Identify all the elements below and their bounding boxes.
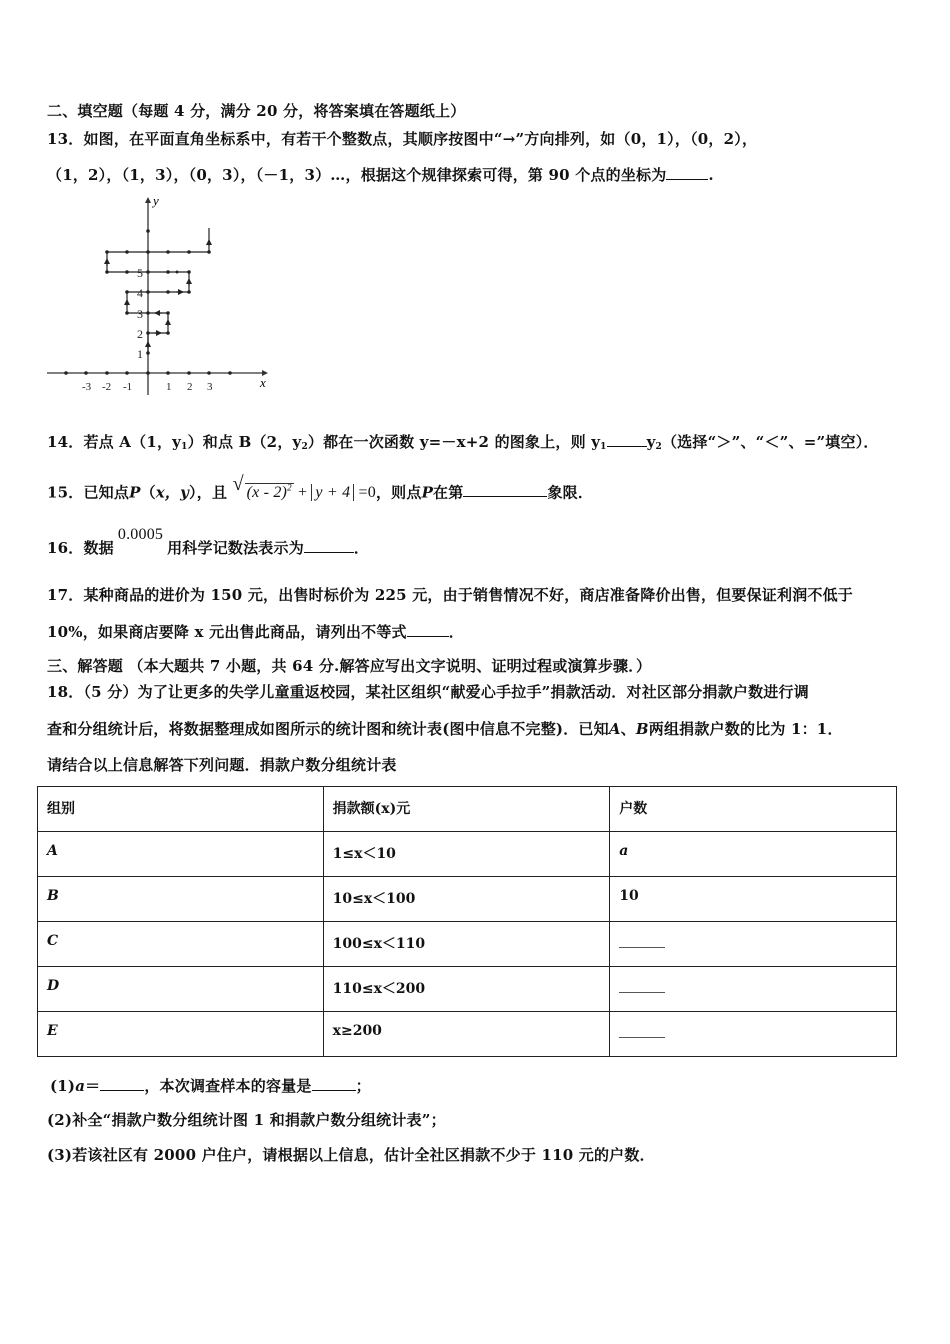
section-3-heading: 三、解答题 （本大题共 7 小题，共 64 分.解答应写出文字说明、证明过程或演算步骤．） [47,657,652,675]
q16-value: 0.0005 [117,526,164,543]
svg-text:3: 3 [137,307,143,321]
count-cell [610,967,897,1012]
q15-text-f: 象限． [547,483,594,502]
q18-sub-3: (3)若该社区有 2000 户住户，请根据以上信息，估计全社区捐款不少于 110 元的户数． [47,1146,655,1164]
q14-text-b: ）和点 B（2，y [187,433,302,451]
sqrt-exponent: 2 [287,483,292,493]
count-answer-blank[interactable] [619,1023,665,1038]
q18-text-2a: 查和分组统计后，将数据整理成如图所示的统计图和统计表(图中信息不完整)．已知 [47,720,609,738]
q15-number: 15． [47,483,84,502]
sub1-semicolon: ； [355,1077,371,1095]
q16-text-a: 数据 [83,539,114,557]
q17-period: ． [448,623,464,641]
group-cell: A [38,832,324,877]
q14-text-d: y [646,433,656,451]
group-cell: B [38,877,324,922]
q16-text-b: 用科学记数法表示为 [167,539,304,557]
q13-text-1: 如图，在平面直角坐标系中，有若干个整数点，其顺序按图中“→”方向排列，如（0，1），（0，2）， [83,130,758,148]
q16-line [47,526,370,559]
q14-text-a: 若点 A（1，y [83,433,182,451]
q17-text-1: 某种商品的进价为 150 元，出售时标价为 225 元，由于销售情况不好，商店准备降价出售，但要保证利润不低于 [83,586,853,604]
sqrt-expression [232,473,294,503]
svg-text:2: 2 [137,327,143,341]
abs-expression: y + 4 [311,484,354,501]
range-cell: 110≤x＜200 [323,967,610,1012]
q13-period: . [708,166,714,184]
range-cell: 100≤x＜110 [323,922,610,967]
sqrt-content: (x - 2) [246,484,288,502]
y-axis [145,197,151,395]
radical-icon: √ [232,473,244,495]
q15-line [47,473,594,503]
svg-text:5: 5 [137,266,143,280]
q16-answer-blank[interactable] [304,538,354,553]
q17-text-2: 10%，如果商店要降 x 元出售此商品，请列出不等式 [47,623,407,641]
header-group: 组别 [38,787,324,832]
q14-answer-blank[interactable] [607,432,647,447]
range-cell: x≥200 [323,1012,610,1057]
table-row [38,1012,897,1057]
table-row [38,877,897,922]
q14-sub-2: 2 [301,442,308,452]
svg-text:3: 3 [207,381,213,393]
q16-period: ． [353,539,370,557]
header-amount: 捐款额(x)元 [323,787,610,832]
spiral-path [107,228,209,353]
count-cell [610,922,897,967]
q18-text-2b: 两组捐款户数的比为 1：1． [648,720,843,738]
q18-sub-2: (2)补全“捐款户数分组统计图 1 和捐款户数分组统计表”； [47,1111,446,1129]
plus-sign: + [293,484,312,502]
q15-text-e: 在第 [433,483,464,502]
q17-line-2 [47,622,464,642]
count-cell [610,1012,897,1057]
q15-text-b: （ [140,483,156,502]
table-row [38,967,897,1012]
q14-line [47,432,879,457]
q18-text-1: （5 分）为了让更多的失学儿童重返校园，某社区组织“献爱心手拉手”捐款活动．对社区部分捐款户数进行调 [83,683,809,701]
table-row [38,922,897,967]
donation-stats-table [37,786,897,1057]
range-cell: 1≤x＜10 [323,832,610,877]
q13-text-2: （1，2），（1，3），（0，3），（－1，3）…，根据这个规律探索可得，第 90 个点的坐标为 [47,166,667,184]
sub1-var-a: a [75,1077,86,1095]
sub1-capacity-answer-blank[interactable] [312,1076,356,1091]
table-row [38,832,897,877]
x-axis [47,370,268,376]
svg-text:4: 4 [137,286,143,300]
q14-text-e: （选择“＞”、“＜”、=”填空）． [661,433,879,451]
q13-line-2 [47,165,714,185]
q17-number: 17． [47,586,84,604]
q14-sub-4: 2 [655,442,662,452]
q17-answer-blank[interactable] [407,622,449,637]
q14-number: 14． [47,433,84,451]
q17-line-1 [47,585,853,605]
group-cell: D [38,967,324,1012]
sub1-text: ，本次调查样本的容量是 [144,1077,312,1095]
q15-text-d: ，则点 [375,483,422,502]
q18-line-2 [47,719,843,739]
q14-text-c: ）都在一次函数 y=－x+2 的图象上，则 y [307,433,601,451]
equals-zero: =0 [354,484,376,502]
svg-text:2: 2 [187,381,193,393]
q13-line-1 [47,129,757,149]
q18-group-b: B [635,720,649,738]
q13-number: 13． [47,130,84,148]
q18-number: 18． [47,683,84,701]
q14-sub-1: 1 [181,442,188,452]
svg-text:1: 1 [137,347,143,361]
sub1-label: (1) [50,1077,76,1095]
q15-answer-blank[interactable] [463,482,547,497]
table-header-row [38,787,897,832]
q18-line-1 [47,682,809,702]
q15-text-c: ），且 [189,483,228,502]
y-axis-label: y [153,193,159,208]
q13-answer-blank[interactable] [666,165,708,180]
count-cell: a [610,832,897,877]
svg-text:1: 1 [166,381,172,393]
count-cell: 10 [610,877,897,922]
q15-equation [232,473,376,502]
count-answer-blank[interactable] [619,933,665,948]
q16-number: 16． [47,539,84,557]
q13-coordinate-figure [40,190,280,400]
sub1-equals: ＝ [85,1077,101,1095]
header-count: 户数 [610,787,897,832]
sub1-a-answer-blank[interactable] [100,1076,144,1091]
svg-text:-1: -1 [123,381,133,393]
group-cell: C [38,922,324,967]
q18-group-a: A [608,720,621,738]
q14-sub-3: 1 [600,442,607,452]
x-axis-label: x [260,375,266,390]
section-2-heading: 二、填空题（每题 4 分，满分 20 分，将答案填在答题纸上） [47,102,466,120]
q15-point-p-2: P [421,483,434,502]
q18-sub-1 [50,1076,371,1096]
q15-point-p: P [129,483,141,502]
q15-text-a: 已知点 [83,483,130,502]
svg-text:-3: -3 [82,381,92,393]
svg-text:-2: -2 [102,381,112,393]
range-cell: 10≤x＜100 [323,877,610,922]
group-cell: E [38,1012,324,1057]
q18-separator: 、 [620,720,636,738]
q15-xy: x，y [155,483,190,502]
q18-line-3: 请结合以上信息解答下列问题．捐款户数分组统计表 [47,756,397,774]
count-answer-blank[interactable] [619,978,665,993]
